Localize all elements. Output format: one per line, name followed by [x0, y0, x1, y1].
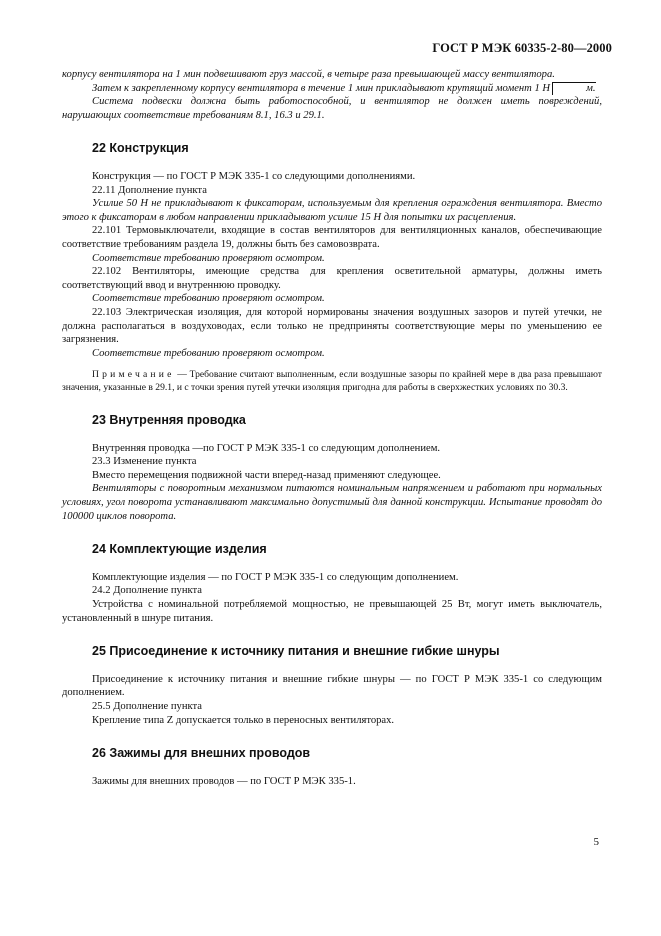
s22-compliance: Соответствие требованию проверяют осмотром.: [92, 347, 325, 359]
s23-paragraph: Внутренняя проводка —по ГОСТ Р МЭК 335-1 со следующим дополнением.: [92, 442, 441, 454]
s24-paragraph: Устройства с номинальной потребляемой мощностью, не превышающей 25 Вт, могут иметь выключатель, установленный в шнуре питания.: [62, 599, 602, 624]
section-24-title: 24 Комплектующие изделия: [92, 542, 267, 557]
s22-compliance: Соответствие требованию проверяют осмотром.: [92, 252, 325, 264]
section-25-title: 25 Присоединение к источнику питания и внешние гибкие шнуры: [92, 644, 500, 659]
s26-paragraph: Зажимы для внешних проводов — по ГОСТ Р МЭК 335-1.: [92, 775, 356, 787]
s22-paragraph: Усилие 50 Н не прикладывают к фиксаторам, используемым для крепления ограждения вентилятора. Вместо этого к фиксаторам в любом направлении прикладывают усилие 15 Н для попытки их расцепления.: [62, 198, 602, 223]
section-26-title: 26 Зажимы для внешних проводов: [92, 746, 311, 761]
note-text: — Требование считают выполненным, если воздушные зазоры по крайней мере в два раза превышают значения, указанные в 29.1, и с точки зрения путей утечки изоляция пригодна для работы в сверхжестких условиях по 30.3.: [62, 369, 602, 393]
torque-unit: м.: [586, 82, 596, 94]
s23-paragraph: Вентиляторы с поворотным механизмом питаются номинальным напряжением и работают при нормальных условиях, угол поворота устанавливают максимально допустимый для данной конструкции. Испытание проводят до 100000 циклов поворота.: [62, 483, 602, 522]
intro-paragraph: корпусу вентилятора на 1 мин подвешивают груз массой, в четыре раза превышающей массу вентилятора.: [62, 69, 555, 80]
torque-paragraph: [62, 82, 602, 96]
s22-compliance: Соответствие требованию проверяют осмотром.: [92, 293, 325, 305]
s22-note: [62, 369, 602, 394]
s22-paragraph: 22.103 Электрическая изоляция, для которой нормированы значения воздушных зазоров и путей утечки, не должна располагаться в воздуховодах, если только не предприняты соответствующие меры по уменьшению ее загрязнения.: [62, 306, 602, 346]
s23-clause-heading: 23.3 Изменение пункта: [92, 456, 197, 468]
page-number: 5: [593, 836, 599, 848]
s25-paragraph: Присоединение к источнику питания и внешние гибкие шнуры — по ГОСТ Р МЭК 335-1 со следующим дополнением.: [62, 673, 602, 699]
page-header: ГОСТ Р МЭК 60335-2-80—2000: [432, 41, 612, 55]
torque-unit-bracket: [552, 82, 595, 95]
s24-clause-heading: 24.2 Дополнение пункта: [92, 585, 202, 597]
s22-paragraph: 22.102 Вентиляторы, имеющие средства для крепления осветительной арматуры, должны иметь соответствующий ввод и внутреннюю проводку.: [62, 266, 602, 291]
s23-paragraph: Вместо перемещения подвижной части вперед-назад применяют следующее.: [92, 469, 441, 481]
s22-clause-heading: 22.11 Дополнение пункта: [92, 184, 207, 196]
s25-clause-heading: 25.5 Дополнение пункта: [92, 701, 202, 712]
s22-paragraph: Конструкция — по ГОСТ Р МЭК 335-1 со следующими дополнениями.: [92, 170, 416, 182]
torque-value: [534, 83, 595, 94]
suspension-paragraph: Система подвески должна быть работоспособной, и вентилятор не должен иметь повреждений, нарушающих соответствие требованиям 8.1, 16.3 и 29.1.: [62, 96, 602, 121]
s24-paragraph: Комплектующие изделия — по ГОСТ Р МЭК 335-1 со следующим дополнением.: [92, 571, 459, 583]
note-label: Примечание: [92, 369, 175, 381]
section-22-title: 22 Конструкция: [92, 141, 189, 156]
section-23-title: 23 Внутренняя проводка: [92, 413, 246, 428]
torque-number: 1 Н: [534, 82, 551, 94]
torque-text: Затем к закрепленному корпусу вентилятора в течение 1 мин прикладывают крутящий момент: [92, 82, 532, 94]
s25-paragraph: Крепление типа Z допускается только в переносных вентиляторах.: [92, 714, 395, 726]
document-body: [62, 68, 602, 788]
s22-paragraph: 22.101 Термовыключатели, входящие в состав вентиляторов для вентиляционных каналов, обеспечивающие соответствие требованиям раздела 19, должны быть без самовозврата.: [62, 225, 602, 250]
